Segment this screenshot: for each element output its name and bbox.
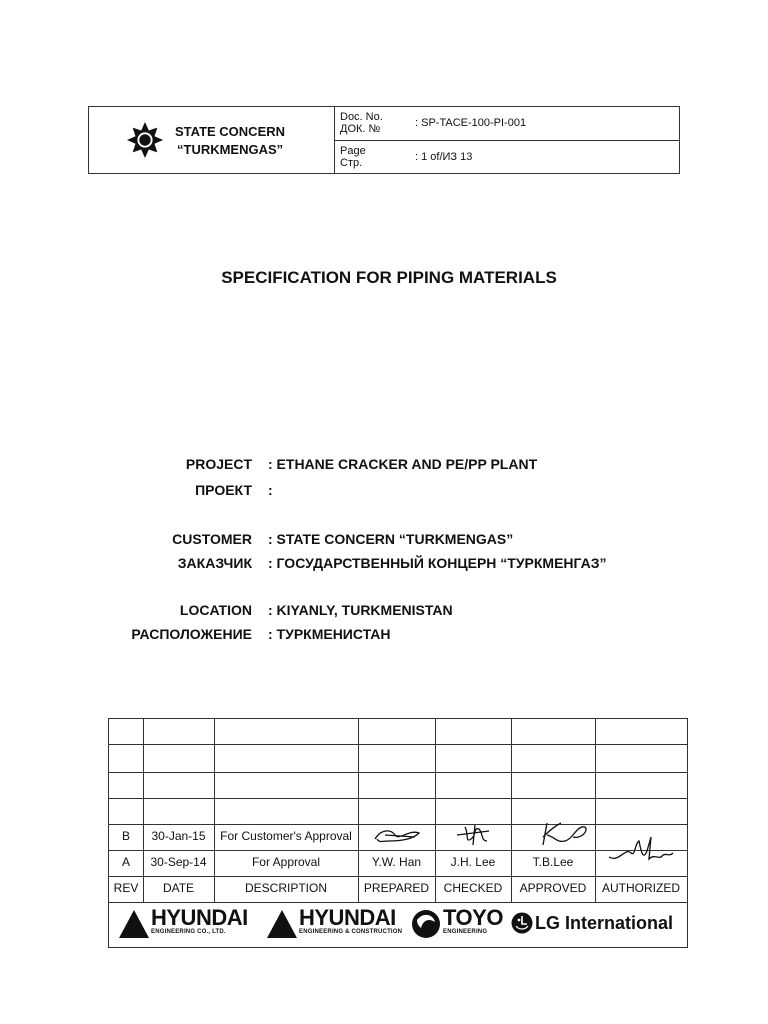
revision-table <box>108 718 688 948</box>
location-value: : KIYANLY, TURKMENISTAN <box>268 602 453 618</box>
customer-label-ru: ЗАКАЗЧИК <box>177 555 252 571</box>
hyundai-triangle-icon <box>119 910 149 938</box>
hyundai-ec-logo: HYUNDAI ENGINEERING & CONSTRUCTION <box>299 905 403 935</box>
project-label: PROJECT <box>185 456 252 472</box>
row-a-rev: A <box>121 855 130 869</box>
project-value-ru: : <box>268 482 273 498</box>
company-name <box>175 123 285 159</box>
row-a-date: 30-Sep-14 <box>150 855 207 869</box>
lg-face-icon <box>511 912 533 934</box>
header-checked: CHECKED <box>443 881 503 895</box>
doc-number-label: Doc. No. ДОК. № <box>340 111 383 135</box>
row-a-prepared: Y.W. Han <box>371 855 422 869</box>
customer-label: CUSTOMER <box>172 531 252 547</box>
customer-value: : STATE CONCERN “TURKMENGAS” <box>268 531 514 547</box>
signature-approved-b <box>537 819 593 849</box>
document-header <box>88 106 680 174</box>
location-value-ru: : ТУРКМЕНИСТАН <box>268 626 391 642</box>
header-authorized: AUTHORIZED <box>602 881 680 895</box>
star-emblem-icon <box>126 121 164 159</box>
toyo-logo: TOYO ENGINEERING <box>443 905 503 935</box>
signature-prepared-b <box>371 825 427 847</box>
company-logos <box>109 902 689 948</box>
header-prepared: PREPARED <box>363 881 430 895</box>
hyundai-engineering-logo: HYUNDAI ENGINEERING CO., LTD. <box>151 905 248 935</box>
hyundai-ec-triangle-icon <box>267 910 297 938</box>
location-label-ru: РАСПОЛОЖЕНИЕ <box>131 626 252 642</box>
company-line-1: STATE CONCERN <box>175 124 286 139</box>
row-a-checked: J.H. Lee <box>450 855 496 869</box>
row-b-rev: B <box>121 829 130 843</box>
row-b-date: 30-Jan-15 <box>151 829 206 843</box>
toyo-swirl-icon <box>411 908 441 940</box>
lg-international-logo: LG International <box>535 913 674 933</box>
header-rev: REV <box>113 881 139 895</box>
row-a-approved: T.B.Lee <box>532 855 574 869</box>
customer-value-ru: : ГОСУДАРСТВЕННЫЙ КОНЦЕРН “ТУРКМЕНГАЗ” <box>268 555 607 571</box>
page-value: : 1 of/ИЗ 13 <box>415 151 473 163</box>
location-label: LOCATION <box>179 602 252 618</box>
signature-authorized-a <box>605 833 677 867</box>
page-label: Page Стр. <box>340 145 366 169</box>
header-description: DESCRIPTION <box>244 881 327 895</box>
project-value: : ETHANE CRACKER AND PE/PP PLANT <box>268 456 538 472</box>
doc-number-value: : SP-TACE-100-PI-001 <box>415 117 527 129</box>
document-title: SPECIFICATION FOR PIPING MATERIALS <box>221 268 557 287</box>
company-line-2: “TURKMENGAS” <box>177 142 284 157</box>
row-a-description: For Approval <box>251 855 321 869</box>
header-date: DATE <box>162 881 195 895</box>
row-b-description: For Customer's Approval <box>220 829 352 843</box>
header-approved: APPROVED <box>519 881 587 895</box>
signature-checked-b <box>451 823 497 847</box>
project-label-ru: ПРОЕКТ <box>195 482 252 498</box>
